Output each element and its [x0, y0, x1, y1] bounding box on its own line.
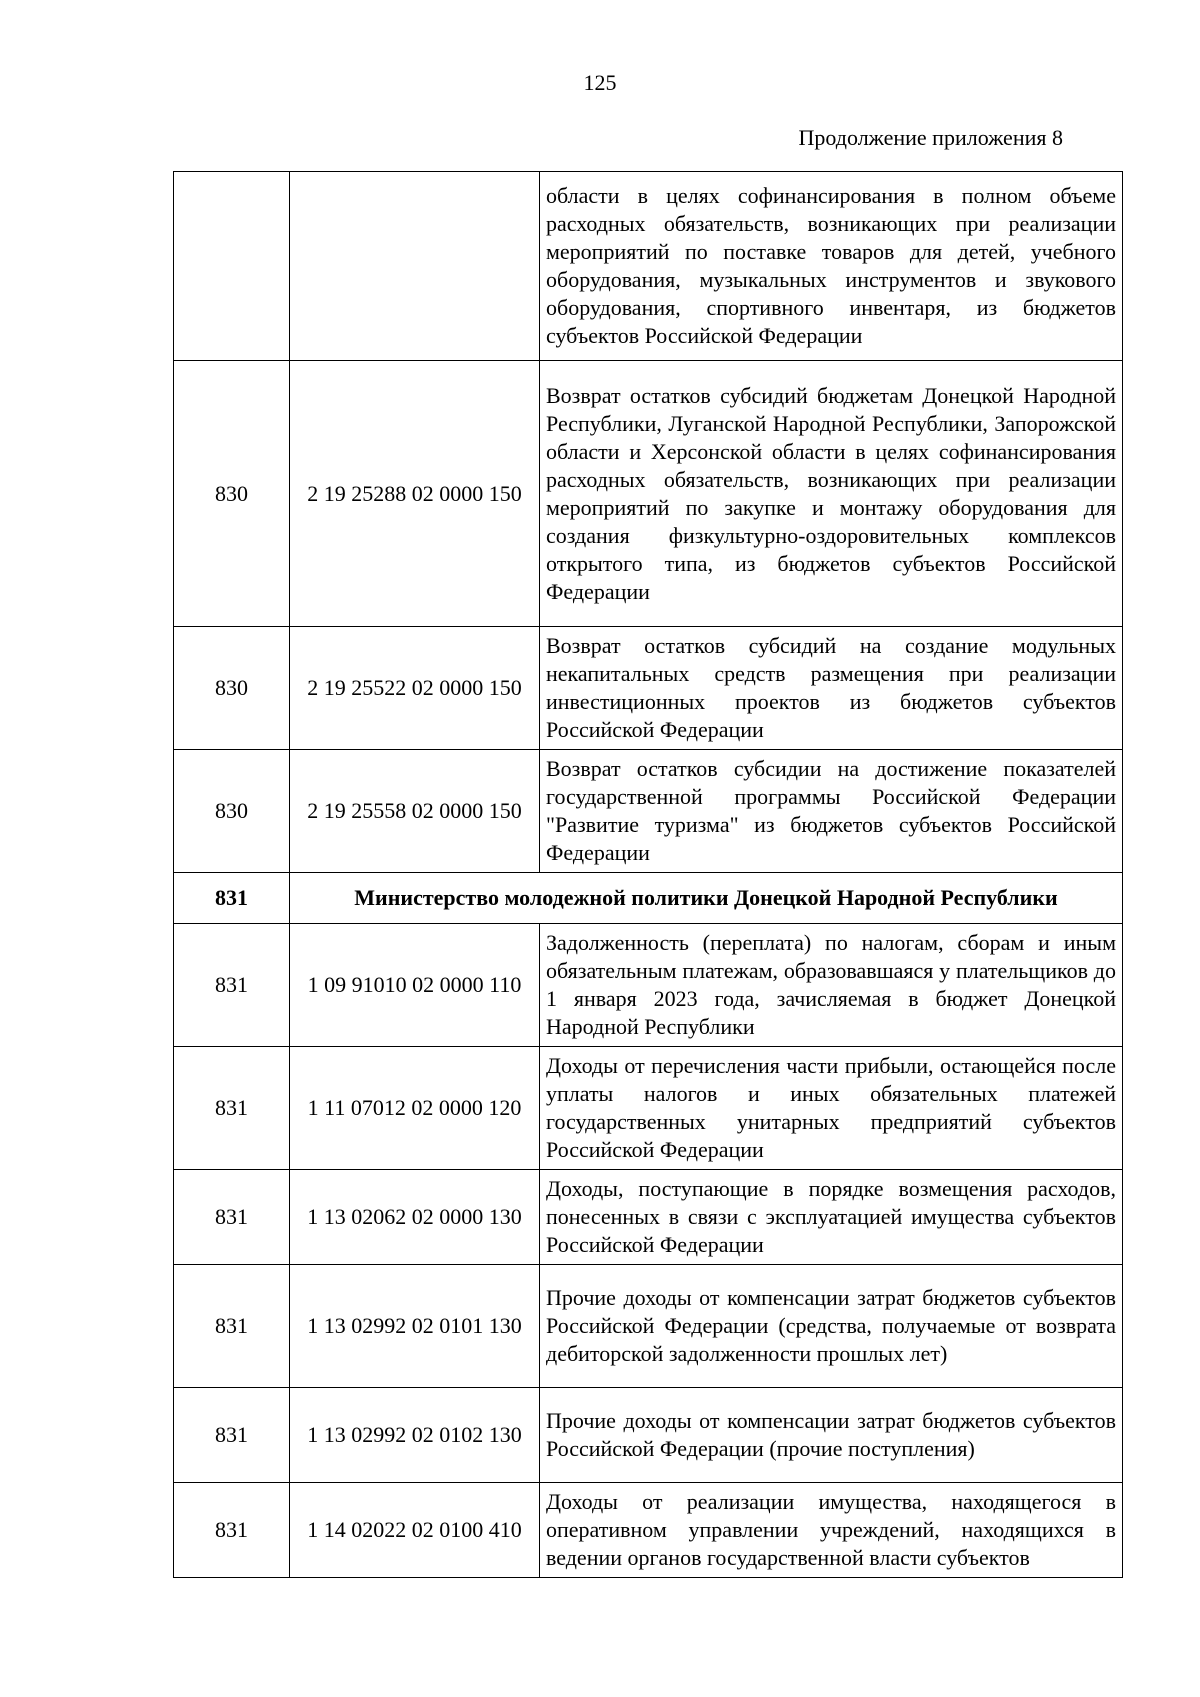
admin-code-cell: 830: [174, 750, 290, 873]
admin-code-cell: 831: [174, 1047, 290, 1170]
classification-code-cell: 1 11 07012 02 0000 120: [290, 1047, 540, 1170]
admin-code-cell: 831: [174, 873, 290, 924]
description-cell: Прочие доходы от компенсации затрат бюджетов субъектов Российской Федерации (прочие поступления): [540, 1388, 1123, 1483]
admin-code-cell: 830: [174, 627, 290, 750]
description-cell: Доходы от перечисления части прибыли, остающейся после уплаты налогов и иных обязательных платежей государственных унитарных предприятий субъектов Российской Федерации: [540, 1047, 1123, 1170]
description-cell: Доходы, поступающие в порядке возмещения расходов, понесенных в связи с эксплуатацией имущества субъектов Российской Федерации: [540, 1170, 1123, 1265]
table-row: [174, 924, 1123, 1047]
admin-code-cell: 830: [174, 361, 290, 627]
ministry-name-cell: Министерство молодежной политики Донецкой Народной Республики: [290, 873, 1123, 924]
table-row: [174, 1388, 1123, 1483]
table-row: [174, 1047, 1123, 1170]
admin-code-cell: 831: [174, 1388, 290, 1483]
admin-code-cell: [174, 172, 290, 361]
admin-code-cell: 831: [174, 924, 290, 1047]
classification-code-cell: 1 09 91010 02 0000 110: [290, 924, 540, 1047]
description-cell: Возврат остатков субсидии на достижение показателей государственной программы Российской Федерации "Развитие туризма" из бюджетов субъектов Российской Федерации: [540, 750, 1123, 873]
table-row: [174, 1170, 1123, 1265]
classification-code-cell: 1 13 02062 02 0000 130: [290, 1170, 540, 1265]
classification-code-cell: 1 14 02022 02 0100 410: [290, 1483, 540, 1578]
classification-code-cell: 2 19 25558 02 0000 150: [290, 750, 540, 873]
classification-code-cell: 1 13 02992 02 0102 130: [290, 1388, 540, 1483]
classification-code-cell: [290, 172, 540, 361]
admin-code-cell: 831: [174, 1483, 290, 1578]
classification-code-cell: 1 13 02992 02 0101 130: [290, 1265, 540, 1388]
appendix-continuation-label: Продолжение приложения 8: [798, 125, 1063, 150]
table-row: [174, 1483, 1123, 1578]
table-row: [174, 1265, 1123, 1388]
classification-code-cell: 2 19 25288 02 0000 150: [290, 361, 540, 627]
admin-code-cell: 831: [174, 1265, 290, 1388]
table-row: [174, 361, 1123, 627]
classification-code-cell: 2 19 25522 02 0000 150: [290, 627, 540, 750]
table-row: [174, 172, 1123, 361]
revenue-codes-table: [173, 171, 1123, 1578]
description-cell: Доходы от реализации имущества, находящегося в оперативном управлении учреждений, находящихся в ведении органов государственной власти субъектов: [540, 1483, 1123, 1578]
table-row: [174, 627, 1123, 750]
table-row: [174, 750, 1123, 873]
description-cell: Возврат остатков субсидий на создание модульных некапитальных средств размещения при реализации инвестиционных проектов из бюджетов субъектов Российской Федерации: [540, 627, 1123, 750]
description-cell: Прочие доходы от компенсации затрат бюджетов субъектов Российской Федерации (средства, получаемые от возврата дебиторской задолженности прошлых лет): [540, 1265, 1123, 1388]
page-number: 125: [583, 70, 617, 95]
ministry-header-row: [174, 873, 1123, 924]
description-cell: области в целях софинансирования в полном объеме расходных обязательств, возникающих при реализации мероприятий по поставке товаров для детей, учебного оборудования, музыкальных инструментов и звукового оборудования, спортивного инвентаря, из бюджетов субъектов Российской Федерации: [540, 172, 1123, 361]
description-cell: Возврат остатков субсидий бюджетам Донецкой Народной Республики, Луганской Народной Республики, Запорожской области и Херсонской области в целях софинансирования расходных обязательств, возникающих при реализации мероприятий по закупке и монтажу оборудования для создания физкультурно-оздоровительных комплексов открытого типа, из бюджетов субъектов Российской Федерации: [540, 361, 1123, 627]
admin-code-cell: 831: [174, 1170, 290, 1265]
description-cell: Задолженность (переплата) по налогам, сборам и иным обязательным платежам, образовавшаяся у плательщиков до 1 января 2023 года, зачисляемая в бюджет Донецкой Народной Республики: [540, 924, 1123, 1047]
